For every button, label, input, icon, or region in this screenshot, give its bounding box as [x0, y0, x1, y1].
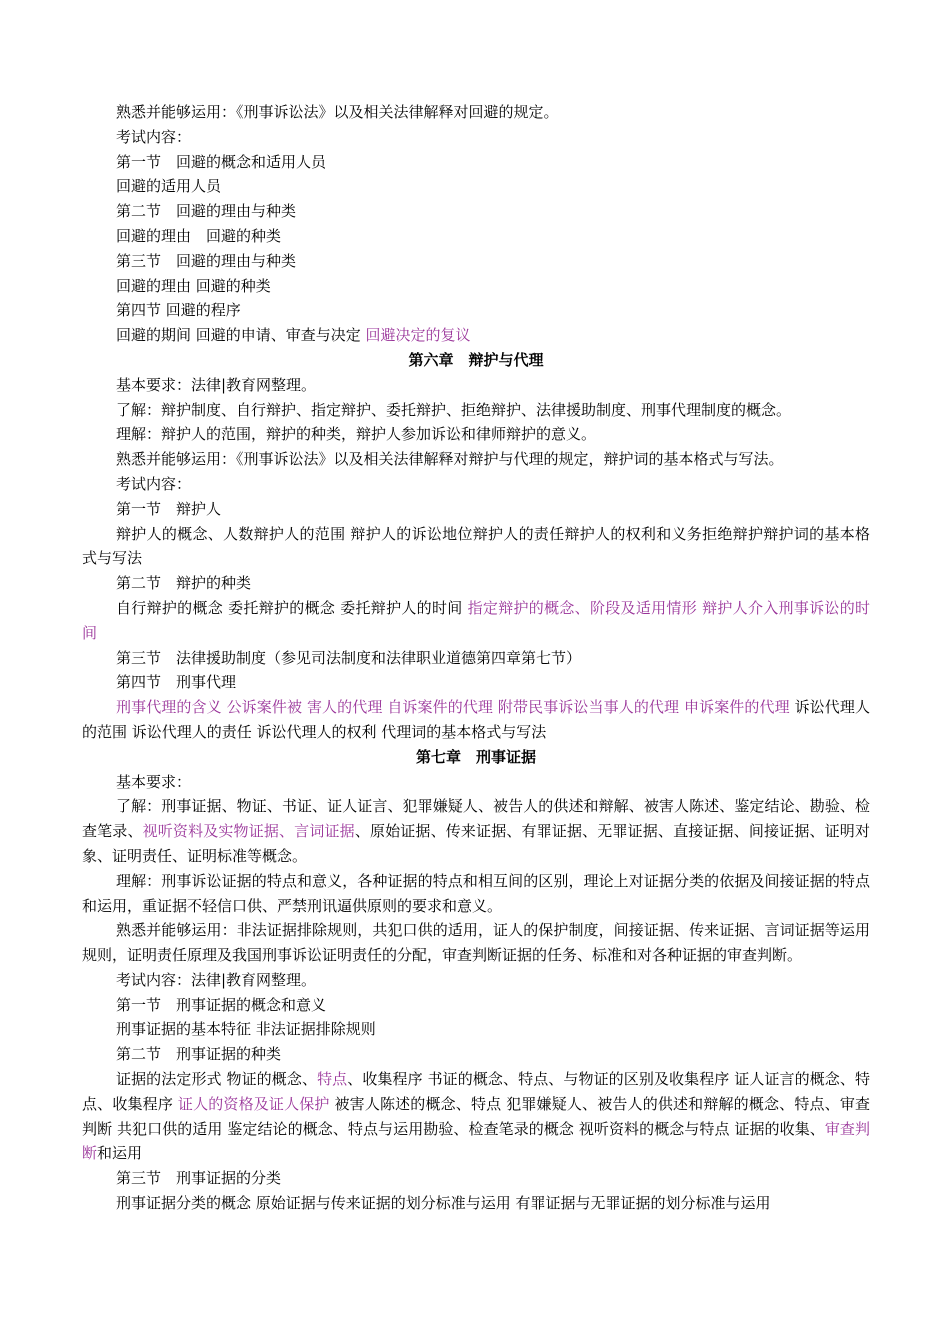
text-span: 考试内容：法律|教育网整理。 [116, 970, 317, 989]
text-span: 第一节 辩护人 [116, 499, 222, 518]
text-line [82, 869, 870, 919]
text-span: 回避的理由 回避的种类 [116, 276, 271, 295]
text-span: 了解：刑事证据、物证、书证、证人证言、犯罪嫌疑人、被告人的供述和辩解、被害人陈述、鉴定结论、勘验、检查笔录、 [82, 797, 870, 841]
text-span: 回避的适用人员 [116, 177, 222, 196]
text-line [82, 249, 870, 274]
text-line [82, 398, 870, 423]
text-span: 刑事证据的基本特征 非法证据排除规则 [116, 1020, 376, 1039]
text-span: 基本要求： [116, 772, 192, 791]
text-span: 理解：刑事诉讼证据的特点和意义，各种证据的特点和相互间的区别，理论上对证据分类的依据及间接证据的特点和运用，重证据不轻信口供、严禁刑讯逼供原则的要求和意义。 [82, 871, 870, 915]
text-span: 回避的期间 回避的申请、审查与决定 [116, 326, 366, 345]
text-line [82, 472, 870, 497]
text-line [82, 1166, 870, 1191]
text-span: 第二节 辩护的种类 [116, 574, 252, 593]
text-span: 被害人陈述的概念、特点 犯罪嫌疑人、被告人的供述和辩解的概念、特点、审查判断 共犯口供的适用 鉴定结论的概念、特点与运用勘验、检查笔录的概念 视听资料的概念与特点 证据的收集、 [82, 1094, 870, 1138]
text-span: 第六章 辩护与代理 [408, 350, 544, 369]
text-line [82, 918, 870, 968]
text-span: 考试内容： [116, 474, 192, 493]
text-line [82, 670, 870, 695]
text-span: 理解：辩护人的范围，辩护的种类，辩护人参加诉讼和律师辩护的意义。 [116, 425, 597, 444]
text-span: 第二节 刑事证据的种类 [116, 1045, 282, 1064]
text-line [82, 1042, 870, 1067]
text-span: 第三节 法律援助制度（参见司法制度和法律职业道德第四章第七节） [116, 648, 582, 667]
text-line [82, 125, 870, 150]
text-span: 熟悉并能够运用：《刑事诉讼法》以及相关法律解释对辩护与代理的规定，辩护词的基本格式与写法。 [116, 450, 784, 469]
text-line [82, 646, 870, 671]
text-line [82, 770, 870, 795]
text-line [82, 150, 870, 175]
text-span: 证据的法定形式 物证的概念、 [116, 1070, 318, 1089]
text-span: 熟悉并能够运用：《刑事诉讼法》以及相关法律解释对回避的规定。 [116, 103, 559, 121]
text-span: 第四节 刑事代理 [116, 673, 237, 692]
text-line [82, 596, 870, 646]
text-line [82, 298, 870, 323]
text-span: 、原始证据、传来证据、有罪证据、无罪证据、直接证据、间接证据、证明对象、证明责任、证明标准等概念。 [82, 822, 870, 865]
text-span: 自行辩护的概念 委托辩护的概念 委托辩护人的时间 [116, 598, 468, 617]
text-line [82, 174, 870, 199]
text-line [82, 422, 870, 447]
text-span: 第一节 刑事证据的概念和意义 [116, 995, 327, 1014]
text-line [82, 794, 870, 868]
text-span: 考试内容： [116, 127, 192, 146]
text-line [82, 571, 870, 596]
text-span: 回避的理由 回避的种类 [116, 226, 282, 245]
text-line [82, 1067, 870, 1166]
highlighted-text: 视听资料及实物证据、言词证据 [142, 822, 355, 841]
text-span: 第七章 刑事证据 [415, 747, 536, 766]
highlighted-text: 审查判断 [82, 1119, 870, 1163]
text-span: 、收集程序 书证的概念、特点、与物证的区别及收集程序 证人证言的概念、特点、收集程序 [82, 1070, 870, 1113]
text-span: 熟悉并能够运用：非法证据排除规则，共犯口供的适用，证人的保护制度，间接证据、传来证据、言词证据等运用规则，证明责任原理及我国刑事诉讼证明责任的分配，审查判断证据的任务、标准和对各种证据的审查判断。 [82, 921, 870, 965]
text-span: 第一节 回避的概念和适用人员 [116, 152, 327, 171]
text-span: 第三节 回避的理由与种类 [116, 251, 297, 270]
highlighted-text: 指定辩护的概念、阶段及适用情形 辩护人介入刑事诉讼的时间 [82, 598, 870, 642]
text-line [82, 274, 870, 299]
text-span: 和运用 [97, 1144, 143, 1163]
text-line [82, 497, 870, 522]
text-span: 刑事证据分类的概念 原始证据与传来证据的划分标准与运用 有罪证据与无罪证据的划分标准与运用 [116, 1194, 771, 1213]
text-line [82, 373, 870, 398]
text-line [82, 447, 870, 472]
highlighted-text: 特点 [317, 1070, 348, 1089]
document-page [82, 100, 870, 1216]
text-line [82, 1017, 870, 1042]
text-span: 诉讼代理人的范围 诉讼代理人的责任 诉讼代理人的权利 代理词的基本格式与写法 [82, 698, 870, 741]
highlighted-text: 证人的资格及证人保护 [177, 1094, 330, 1113]
text-line [82, 695, 870, 745]
text-span: 第三节 刑事证据的分类 [116, 1169, 282, 1188]
text-span: 了解：辩护制度、自行辩护、指定辩护、委托辩护、拒绝辩护、法律援助制度、刑事代理制度的概念。 [116, 400, 792, 419]
text-line [82, 323, 870, 348]
text-span: 第四节 回避的程序 [116, 301, 241, 320]
highlighted-text: 回避决定的复议 [365, 326, 471, 345]
highlighted-text: 刑事代理的含义 公诉案件被 害人的代理 自诉案件的代理 附带民事诉讼当事人的代理 申诉案件的代理 [116, 698, 790, 717]
text-span: 第二节 回避的理由与种类 [116, 202, 297, 221]
text-line [82, 100, 870, 125]
text-span: 基本要求：法律|教育网整理。 [116, 375, 317, 394]
text-line [82, 224, 870, 249]
text-line [82, 199, 870, 224]
text-line [82, 522, 870, 572]
text-span: 辩护人的概念、人数辩护人的范围 辩护人的诉讼地位辩护人的责任辩护人的权利和义务拒绝辩护辩护词的基本格式与写法 [82, 524, 870, 568]
text-line [82, 1191, 870, 1216]
text-line [82, 993, 870, 1018]
text-line [82, 968, 870, 993]
chapter-heading [82, 348, 870, 373]
chapter-heading [82, 745, 870, 770]
